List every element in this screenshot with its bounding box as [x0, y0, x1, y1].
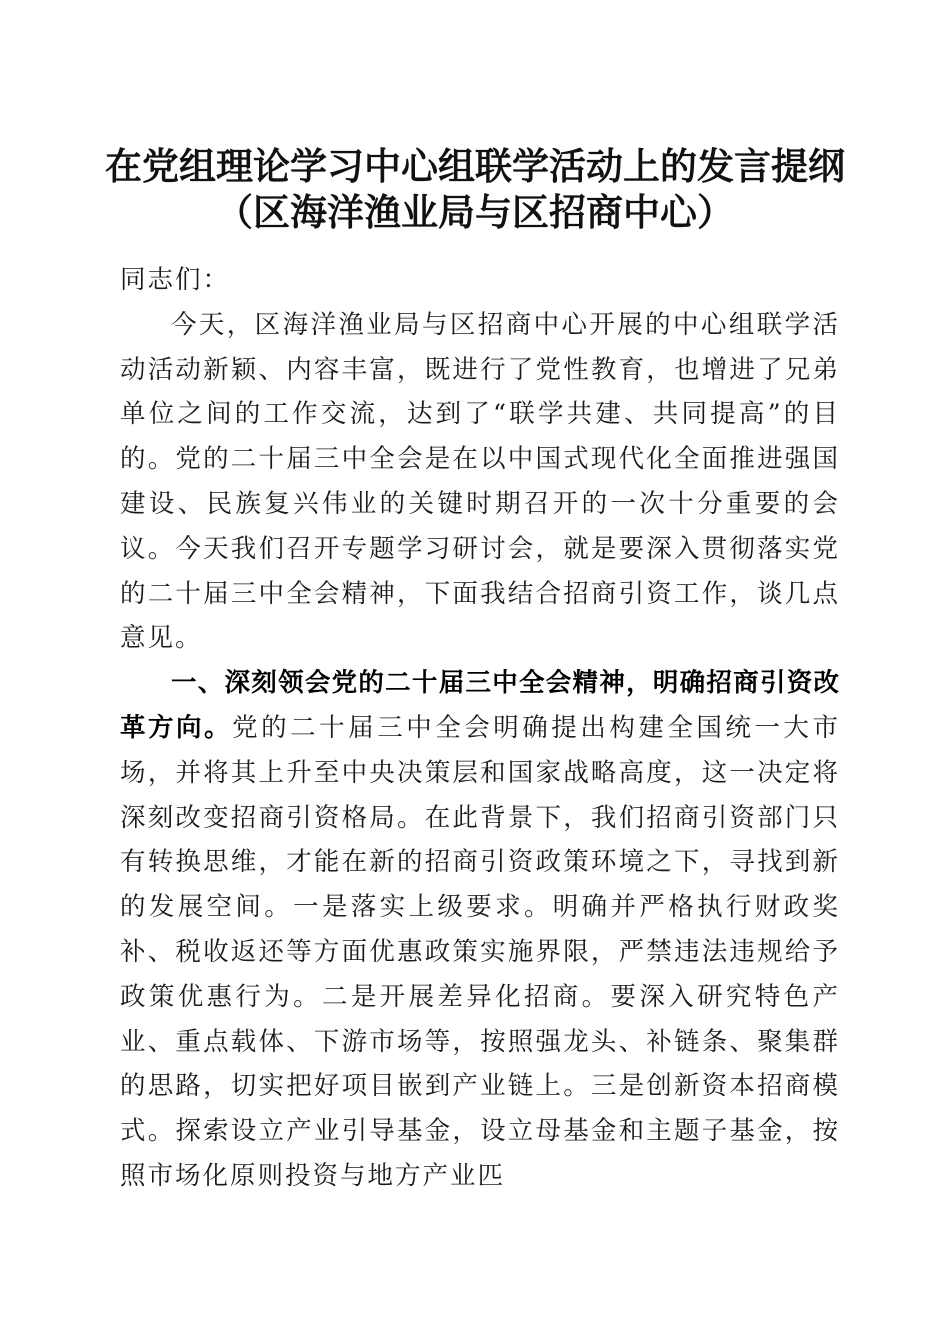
- document-body: [120, 258, 840, 1199]
- salutation: 同志们：: [120, 265, 231, 295]
- document-title: 在党组理论学习中心组联学活动上的发言提纲: [105, 144, 845, 188]
- document-subtitle: （区海洋渔业局与区招商中心）: [216, 190, 734, 234]
- section-1-text: 党的二十届三中全会明确提出构建全国统一大市场，并将其上升至中央决策层和国家战略高度，这一决定将深刻改变招商引资格局。在此背景下，我们招商引资部门只有转换思维，才能在新的招商引资政策环境之下，寻找到新的发展空间。一是落实上级要求。明确并严格执行财政奖补、税收返还等方面优惠政策实施界限，严禁违法违规给予政策优惠行为。二是开展差异化招商。要深入研究特色产业、重点载体、下游市场等，按照强龙头、补链条、聚集群的思路，切实把好项目嵌到产业链上。三是创新资本招商模式。探索设立产业引导基金，设立母基金和主题子基金，按照市场化原则投资与地方产业匹: [120, 712, 840, 1191]
- paragraph-section-1: [120, 661, 840, 1199]
- section-1-heading: 一、深刻领会党的二十届三中全会精神，明确招商引资改革方向。: [120, 668, 840, 743]
- paragraph-intro: 今天，区海洋渔业局与区招商中心开展的中心组联学活动活动新颖、内容丰富，既进行了党性教育，也增进了兄弟单位之间的工作交流，达到了“联学共建、共同提高”的目的。党的二十届三中全会是在以中国式现代化全面推进强国建设、民族复兴伟业的关键时期召开的一次十分重要的会议。今天我们召开专题学习研讨会，就是要深入贯彻落实党的二十届三中全会精神，下面我结合招商引资工作，谈几点意见。: [120, 309, 840, 654]
